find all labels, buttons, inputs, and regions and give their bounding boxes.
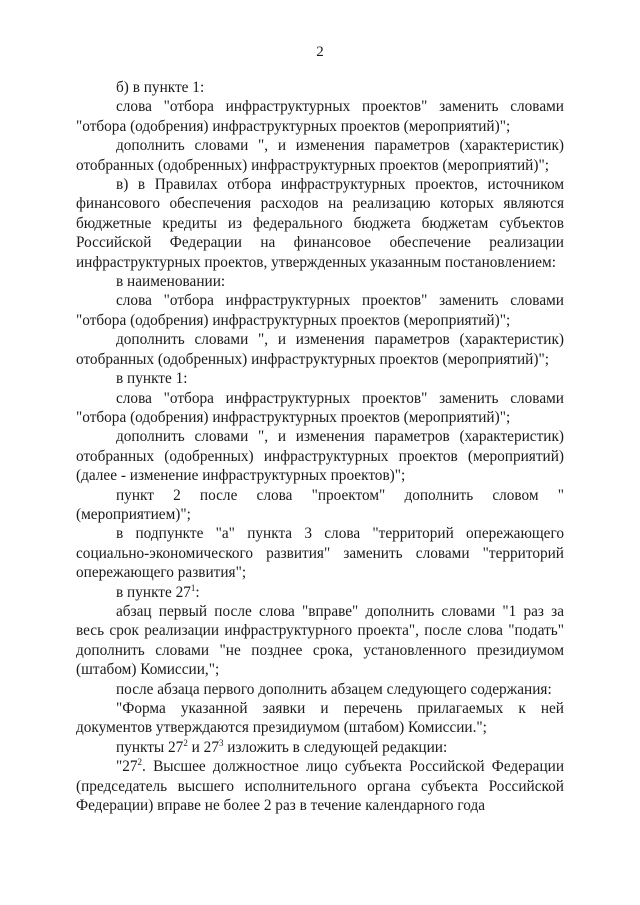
document-body [76, 78, 564, 815]
paragraph: пункт 2 после слова "проектом" дополнить словом "(мероприятием)"; [76, 486, 564, 523]
superscript: 1 [190, 582, 196, 593]
paragraph: слова "отбора инфраструктурных проектов" заменить словами "отбора (одобрения) инфраструктурных проектов (мероприятий)"; [76, 98, 564, 135]
paragraph: дополнить словами ", и изменения параметров (характеристик) отобранных (одобренных) инфраструктурных проектов (мероприятий)"; [76, 331, 564, 368]
paragraph: в пункте 1: [116, 370, 188, 388]
paragraph: б) в пункте 1: [116, 79, 205, 96]
paragraph: "Форма указанной заявки и перечень прилагаемых к ней документов утверждаются президиумом (штабом) Комиссии."; [76, 700, 564, 737]
paragraph-text: изложить в следующей редакции: [223, 738, 448, 756]
paragraph-text: в пункте 27 [116, 583, 191, 601]
paragraph: после абзаца первого дополнить абзацем следующего содержания: [116, 680, 552, 698]
paragraph-text: пункты 27 [116, 738, 184, 756]
paragraph-text: и 27 [187, 738, 219, 756]
paragraph-text: . Высшее должностное лицо субъекта Российской Федерации (председатель высшего исполнительного органа субъекта Российской Федерации) вправе не более 2 раз в течение календарного года [76, 758, 564, 815]
paragraph-text: : [195, 583, 200, 601]
paragraph [76, 757, 564, 815]
page-number: 2 [316, 44, 324, 60]
paragraph: абзац первый после слова "вправе" дополнить словами "1 раз за весь срок реализации инфраструктурного проекта", после слова "подать" дополнить словами "не позднее срока, установленного президиумом (штабом) Комиссии,"; [76, 602, 564, 679]
paragraph: слова "отбора инфраструктурных проектов" заменить словами "отбора (одобрения) инфраструктурных проектов (мероприятий)"; [76, 292, 564, 329]
paragraph: в подпункте "а" пункта 3 слова "территорий опережающего социально-экономического развития" заменить словами "территорий опережающего развития"; [76, 525, 564, 582]
paragraph: в наименовании: [116, 273, 226, 291]
paragraph: слова "отбора инфраструктурных проектов" заменить словами "отбора (одобрения) инфраструктурных проектов (мероприятий)"; [76, 389, 564, 426]
paragraph: дополнить словами ", и изменения параметров (характеристик) отобранных (одобренных) инфраструктурных проектов (мероприятий)"; [76, 137, 564, 174]
paragraph [76, 583, 564, 602]
paragraph: в) в Правилах отбора инфраструктурных проектов, источником финансового обеспечения расходов на реализацию которых являются бюджетные кредиты из федерального бюджета бюджетам субъектов Российской Федерации на финансовое обеспечение реализации инфраструктурных проектов, утвержденных указанным постановлением: [76, 176, 564, 271]
superscript: 2 [183, 737, 188, 748]
paragraph-text: "27 [116, 758, 138, 776]
paragraph: дополнить словами ", и изменения параметров (характеристик) отобранных (одобренных) инфраструктурных проектов (мероприятий) (далее - изменение инфраструктурных проектов)"; [76, 428, 564, 485]
superscript: 3 [218, 737, 224, 748]
paragraph [76, 738, 564, 757]
superscript: 2 [137, 757, 143, 768]
